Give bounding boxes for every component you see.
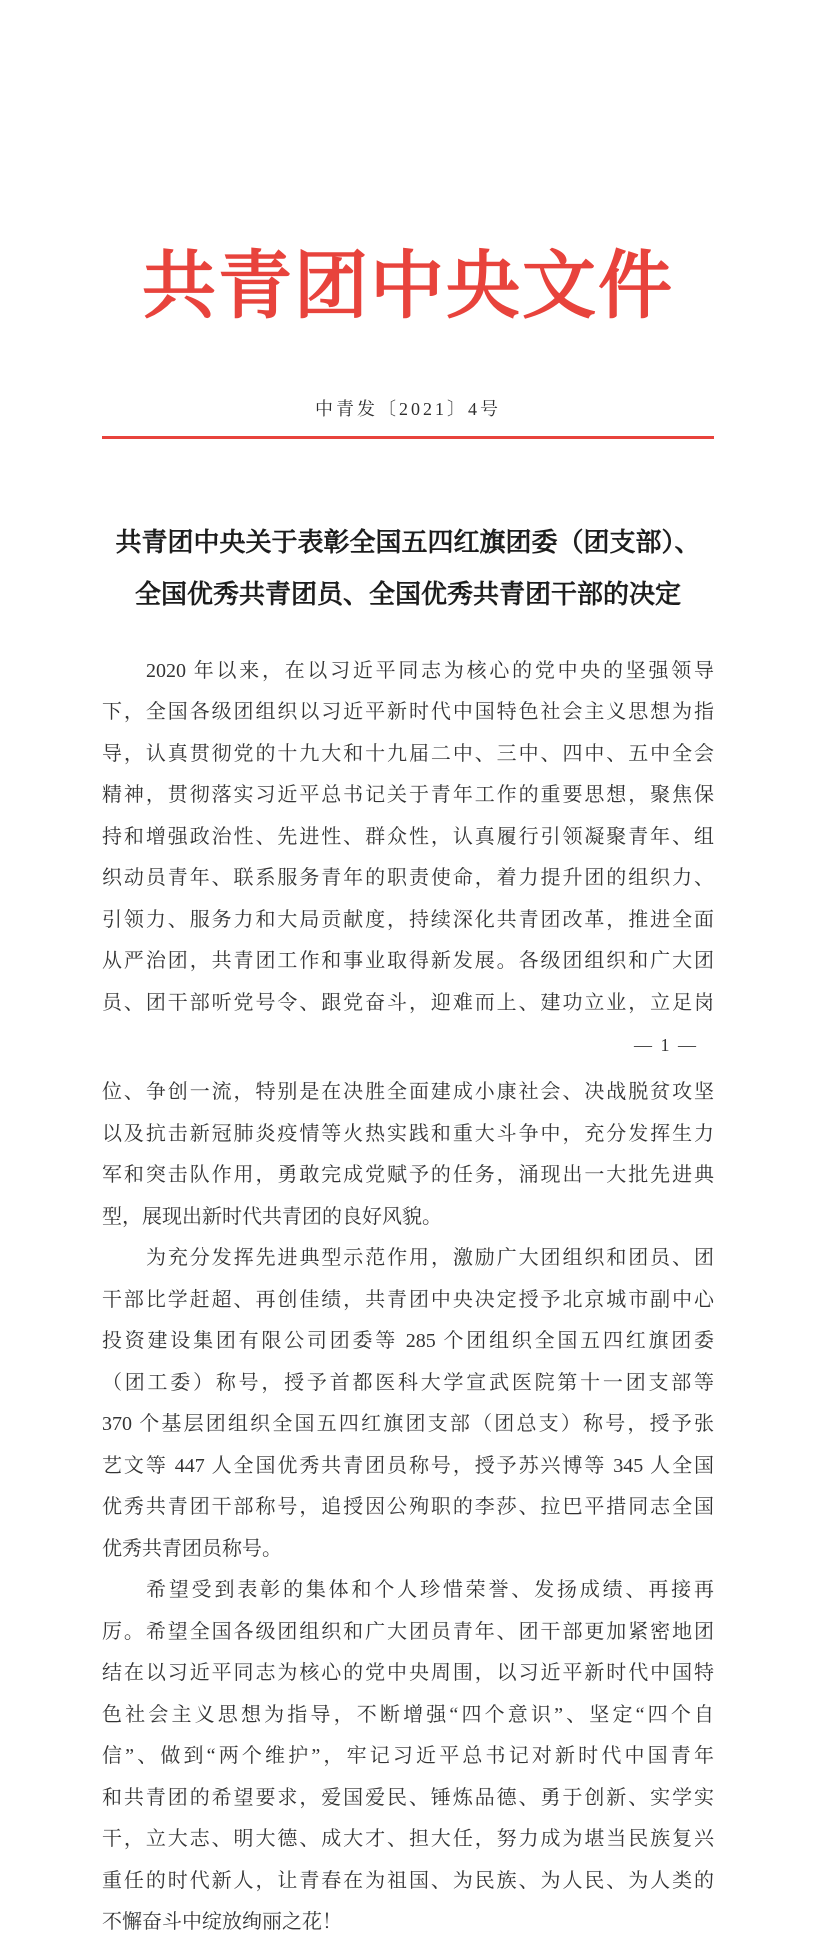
body-line: 希望受到表彰的集体和个人珍惜荣誉、发扬成绩、再接再 [146, 1579, 714, 1602]
body-line: 干部比学赶超、再创佳绩，共青团中央决定授予北京城市副中心 [102, 1288, 714, 1311]
body-line: 位、争创一流，特别是在决胜全面建成小康社会、决战脱贫攻坚 [102, 1081, 714, 1104]
page-number: — 1 — [634, 1035, 698, 1056]
body-page-1 [102, 651, 714, 1025]
body-line: 精神，贯彻落实习近平总书记关于青年工作的重要思想，聚焦保 [102, 784, 714, 807]
document-banner-title: 共青团中央文件 [142, 246, 674, 328]
body-line: 2020 年以来，在以习近平同志为核心的党中央的坚强领导 [146, 659, 714, 682]
document-number: 中青发〔2021〕4号 [315, 398, 501, 419]
body-line: 投资建设集团有限公司团委等 285 个团组织全国五四红旗团委 [102, 1330, 714, 1353]
body-line: 370 个基层团组织全国五四红旗团支部（团总支）称号，授予张 [102, 1413, 714, 1436]
body-line: 引领力、服务力和大局贡献度，持续深化共青团改革，推进全面 [102, 908, 714, 931]
document-content-column [102, 396, 714, 1944]
body-line: 员、团干部听党号令、跟党奋斗，迎难而上、建功立业，立足岗 [102, 991, 714, 1014]
body-line: 型，展现出新时代共青团的良好风貌。 [102, 1205, 442, 1228]
body-line: （团工委）称号，授予首都医科大学宣武医院第十一团支部等 [102, 1371, 714, 1394]
heading-line-2: 全国优秀共青团员、全国优秀共青团干部的决定 [134, 579, 681, 609]
body-line: 织动员青年、联系服务青年的职责使命，着力提升团的组织力、 [102, 867, 714, 890]
body-line: 优秀共青团干部称号，追授因公殉职的李莎、拉巴平措同志全国 [102, 1496, 714, 1519]
body-line: 结在以习近平同志为核心的党中央周围，以习近平新时代中国特 [102, 1662, 714, 1685]
body-page-2 [102, 1072, 714, 1944]
heading-line-1: 共青团中央关于表彰全国五四红旗团委（团支部）、 [115, 527, 701, 557]
body-line: 干，立大志、明大德、成大才、担大任，努力成为堪当民族复兴 [102, 1828, 714, 1851]
body-line: 优秀共青团员称号。 [102, 1537, 282, 1560]
body-line: 和共青团的希望要求，爱国爱民、锤炼品德、勇于创新、实学实 [102, 1786, 714, 1809]
red-separator-rule [102, 436, 714, 439]
body-line: 重任的时代新人，让青春在为祖国、为民族、为人民、为人类的 [102, 1869, 714, 1892]
body-line: 持和增强政治性、先进性、群众性，认真履行引领凝聚青年、组 [102, 825, 714, 848]
body-line: 为充分发挥先进典型示范作用，激励广大团组织和团员、团 [146, 1247, 714, 1270]
body-line: 信”、做到“两个维护”，牢记习近平总书记对新时代中国青年 [102, 1745, 714, 1768]
body-line: 下，全国各级团组织以习近平新时代中国特色社会主义思想为指 [102, 701, 714, 724]
body-line: 导，认真贯彻党的十九大和十九届二中、三中、四中、五中全会 [102, 742, 714, 765]
body-line: 以及抗击新冠肺炎疫情等火热实践和重大斗争中，充分发挥生力 [102, 1122, 714, 1145]
body-line: 军和突击队作用，勇敢完成党赋予的任务，涌现出一大批先进典 [102, 1164, 714, 1187]
body-line: 厉。希望全国各级团组织和广大团员青年、团干部更加紧密地团 [102, 1620, 714, 1643]
body-line: 不懈奋斗中绽放绚丽之花！ [102, 1911, 342, 1934]
body-line: 艺文等 447 人全国优秀共青团员称号，授予苏兴博等 345 人全国 [102, 1454, 714, 1477]
body-line: 从严治团，共青团工作和事业取得新发展。各级团组织和广大团 [102, 950, 714, 973]
body-line: 色社会主义思想为指导，不断增强“四个意识”、坚定“四个自 [102, 1703, 714, 1726]
document-heading [102, 517, 714, 621]
